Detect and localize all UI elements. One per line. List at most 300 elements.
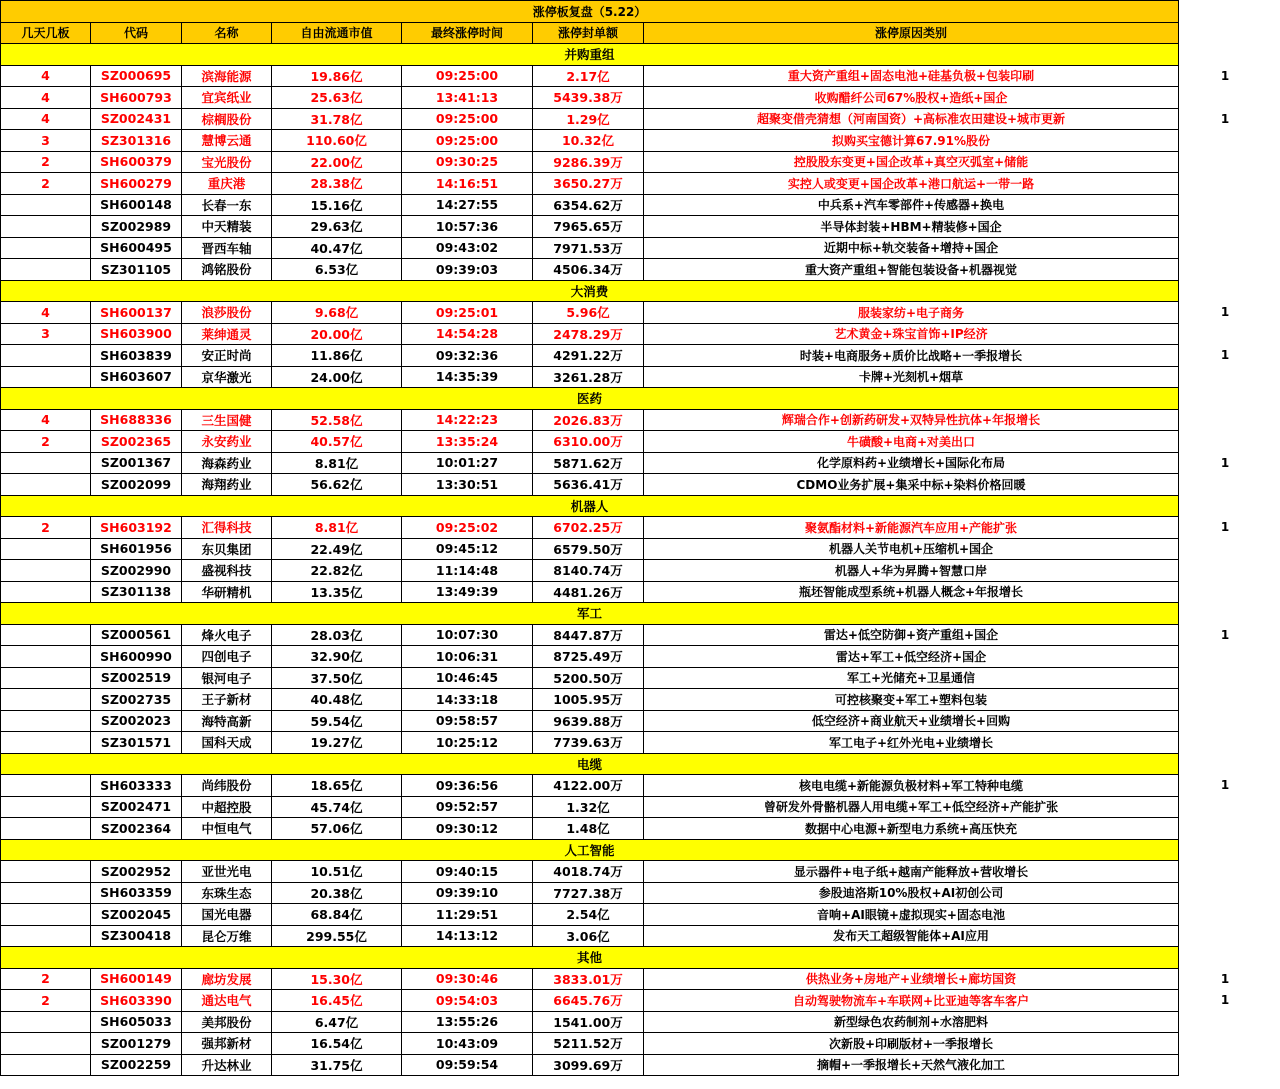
cell-code: SH600137 (91, 302, 182, 324)
cell-final-limit-time: 09:58:57 (402, 710, 533, 732)
table-row (1, 581, 1179, 603)
cell-code: SZ301138 (91, 581, 182, 603)
cell-code: SZ002519 (91, 667, 182, 689)
cell-name: 通达电气 (182, 990, 272, 1012)
section-header-row (1, 280, 1179, 302)
cell-days (1, 259, 91, 281)
cell-final-limit-time: 11:14:48 (402, 560, 533, 582)
cell-free-float-cap: 15.16亿 (272, 194, 402, 216)
header-days: 几天几板 (1, 22, 91, 44)
cell-days (1, 710, 91, 732)
cell-final-limit-time: 14:16:51 (402, 173, 533, 195)
section-title: 机器人 (1, 495, 1179, 517)
table-row (1, 796, 1179, 818)
cell-final-limit-time: 13:41:13 (402, 87, 533, 109)
row-mark: 1 (1220, 305, 1230, 320)
cell-code: SZ002045 (91, 904, 182, 926)
table-row (1, 861, 1179, 883)
cell-reason: 参股迪洛斯10%股权+AI初创公司 (644, 882, 1179, 904)
cell-reason: 发布天工超级智能体+AI应用 (644, 925, 1179, 947)
cell-seal-amount: 5.96亿 (533, 302, 644, 324)
cell-seal-amount: 3099.69万 (533, 1054, 644, 1076)
cell-final-limit-time: 09:39:10 (402, 882, 533, 904)
cell-free-float-cap: 28.03亿 (272, 624, 402, 646)
cell-seal-amount: 6702.25万 (533, 517, 644, 539)
cell-name: 华研精机 (182, 581, 272, 603)
cell-reason: 摘帽+一季报增长+天然气液化加工 (644, 1054, 1179, 1076)
table-row (1, 65, 1179, 87)
cell-name: 长春一东 (182, 194, 272, 216)
cell-free-float-cap: 6.47亿 (272, 1011, 402, 1033)
cell-code: SH600793 (91, 87, 182, 109)
cell-seal-amount: 6579.50万 (533, 538, 644, 560)
cell-reason: 军工电子+红外光电+业绩增长 (644, 732, 1179, 754)
cell-seal-amount: 1.32亿 (533, 796, 644, 818)
cell-code: SZ002990 (91, 560, 182, 582)
cell-reason: 次新股+印刷版材+一季报增长 (644, 1033, 1179, 1055)
cell-free-float-cap: 31.78亿 (272, 108, 402, 130)
table-row (1, 173, 1179, 195)
cell-final-limit-time: 14:35:39 (402, 366, 533, 388)
header-final-limit-time: 最终涨停时间 (402, 22, 533, 44)
cell-seal-amount: 3650.27万 (533, 173, 644, 195)
cell-code: SZ000695 (91, 65, 182, 87)
cell-name: 重庆港 (182, 173, 272, 195)
row-mark: 1 (1220, 68, 1230, 83)
cell-code: SH600990 (91, 646, 182, 668)
row-mark: 1 (1220, 348, 1230, 363)
cell-days (1, 1033, 91, 1055)
cell-reason: 近期中标+轨交装备+增持+国企 (644, 237, 1179, 259)
cell-seal-amount: 6354.62万 (533, 194, 644, 216)
cell-free-float-cap: 16.45亿 (272, 990, 402, 1012)
cell-days (1, 1054, 91, 1076)
cell-code: SZ002989 (91, 216, 182, 238)
cell-reason: 中兵系+汽车零部件+传感器+换电 (644, 194, 1179, 216)
row-mark: 1 (1220, 778, 1230, 793)
table-row (1, 302, 1179, 324)
cell-days (1, 452, 91, 474)
cell-code: SZ000561 (91, 624, 182, 646)
table-row (1, 925, 1179, 947)
cell-seal-amount: 5211.52万 (533, 1033, 644, 1055)
cell-name: 昆仑万维 (182, 925, 272, 947)
header-name: 名称 (182, 22, 272, 44)
cell-name: 海特高新 (182, 710, 272, 732)
cell-days (1, 581, 91, 603)
sheet-title: 涨停板复盘（5.22） (1, 1, 1179, 23)
header-row (1, 22, 1179, 44)
cell-name: 海森药业 (182, 452, 272, 474)
cell-name: 国科天成 (182, 732, 272, 754)
cell-seal-amount: 5439.38万 (533, 87, 644, 109)
table-row (1, 538, 1179, 560)
cell-reason: 军工+光储充+卫星通信 (644, 667, 1179, 689)
cell-seal-amount: 1.29亿 (533, 108, 644, 130)
cell-seal-amount: 7971.53万 (533, 237, 644, 259)
cell-seal-amount: 8140.74万 (533, 560, 644, 582)
cell-name: 四创电子 (182, 646, 272, 668)
cell-code: SZ001367 (91, 452, 182, 474)
cell-days: 2 (1, 517, 91, 539)
cell-seal-amount: 7739.63万 (533, 732, 644, 754)
table-row (1, 216, 1179, 238)
cell-code: SH603359 (91, 882, 182, 904)
table-row (1, 624, 1179, 646)
cell-name: 国光电器 (182, 904, 272, 926)
cell-free-float-cap: 18.65亿 (272, 775, 402, 797)
row-mark: 1 (1220, 971, 1230, 986)
cell-seal-amount: 4481.26万 (533, 581, 644, 603)
cell-days: 4 (1, 65, 91, 87)
cell-days: 3 (1, 130, 91, 152)
cell-final-limit-time: 09:25:01 (402, 302, 533, 324)
cell-code: SZ002099 (91, 474, 182, 496)
cell-reason: 自动驾驶物流车+车联网+比亚迪等客车客户 (644, 990, 1179, 1012)
cell-free-float-cap: 19.27亿 (272, 732, 402, 754)
header-seal-amount: 涨停封单额 (533, 22, 644, 44)
cell-free-float-cap: 68.84亿 (272, 904, 402, 926)
cell-free-float-cap: 20.38亿 (272, 882, 402, 904)
table-row (1, 345, 1179, 367)
cell-code: SZ002952 (91, 861, 182, 883)
section-header-row (1, 603, 1179, 625)
table-row (1, 818, 1179, 840)
cell-code: SH601956 (91, 538, 182, 560)
cell-final-limit-time: 14:27:55 (402, 194, 533, 216)
row-mark: 1 (1220, 627, 1230, 642)
cell-free-float-cap: 28.38亿 (272, 173, 402, 195)
cell-name: 亚世光电 (182, 861, 272, 883)
cell-reason: 雷达+军工+低空经济+国企 (644, 646, 1179, 668)
cell-days: 2 (1, 968, 91, 990)
cell-code: SZ301571 (91, 732, 182, 754)
cell-days: 2 (1, 431, 91, 453)
cell-reason: 显示器件+电子纸+越南产能释放+营收增长 (644, 861, 1179, 883)
cell-final-limit-time: 14:13:12 (402, 925, 533, 947)
cell-name: 汇得科技 (182, 517, 272, 539)
cell-final-limit-time: 10:25:12 (402, 732, 533, 754)
cell-final-limit-time: 11:29:51 (402, 904, 533, 926)
cell-days: 2 (1, 173, 91, 195)
cell-reason: 收购醋纤公司67%股权+造纸+国企 (644, 87, 1179, 109)
cell-name: 中超控股 (182, 796, 272, 818)
cell-code: SZ002735 (91, 689, 182, 711)
cell-days (1, 818, 91, 840)
cell-days (1, 1011, 91, 1033)
cell-days (1, 345, 91, 367)
cell-code: SH603192 (91, 517, 182, 539)
cell-days (1, 861, 91, 883)
cell-name: 烽火电子 (182, 624, 272, 646)
cell-free-float-cap: 22.49亿 (272, 538, 402, 560)
cell-seal-amount: 6310.00万 (533, 431, 644, 453)
cell-code: SZ301316 (91, 130, 182, 152)
cell-name: 王子新材 (182, 689, 272, 711)
cell-days: 4 (1, 87, 91, 109)
cell-reason: 半导体封装+HBM+精装修+国企 (644, 216, 1179, 238)
cell-free-float-cap: 24.00亿 (272, 366, 402, 388)
header-reason: 涨停原因类别 (644, 22, 1179, 44)
cell-seal-amount: 2026.83万 (533, 409, 644, 431)
cell-final-limit-time: 14:22:23 (402, 409, 533, 431)
table-row (1, 667, 1179, 689)
cell-name: 永安药业 (182, 431, 272, 453)
cell-seal-amount: 4291.22万 (533, 345, 644, 367)
cell-free-float-cap: 52.58亿 (272, 409, 402, 431)
table-row (1, 431, 1179, 453)
cell-name: 滨海能源 (182, 65, 272, 87)
cell-name: 宝光股份 (182, 151, 272, 173)
cell-final-limit-time: 10:57:36 (402, 216, 533, 238)
cell-reason: 曾研发外骨骼机器人用电缆+军工+低空经济+产能扩张 (644, 796, 1179, 818)
table-row (1, 130, 1179, 152)
section-title: 人工智能 (1, 839, 1179, 861)
cell-name: 盛视科技 (182, 560, 272, 582)
cell-code: SH688336 (91, 409, 182, 431)
cell-name: 东珠生态 (182, 882, 272, 904)
cell-final-limit-time: 09:52:57 (402, 796, 533, 818)
cell-days (1, 689, 91, 711)
cell-final-limit-time: 10:01:27 (402, 452, 533, 474)
cell-seal-amount: 3833.01万 (533, 968, 644, 990)
cell-free-float-cap: 22.82亿 (272, 560, 402, 582)
table-row (1, 323, 1179, 345)
cell-reason: 机器人关节电机+压缩机+国企 (644, 538, 1179, 560)
table-row (1, 1011, 1179, 1033)
cell-final-limit-time: 14:33:18 (402, 689, 533, 711)
cell-seal-amount: 4122.00万 (533, 775, 644, 797)
cell-name: 京华激光 (182, 366, 272, 388)
section-title: 大消费 (1, 280, 1179, 302)
cell-code: SZ002364 (91, 818, 182, 840)
cell-final-limit-time: 09:43:02 (402, 237, 533, 259)
cell-reason: 艺术黄金+珠宝首饰+IP经济 (644, 323, 1179, 345)
section-header-row (1, 388, 1179, 410)
table-row (1, 366, 1179, 388)
cell-reason: 低空经济+商业航天+业绩增长+回购 (644, 710, 1179, 732)
cell-days (1, 474, 91, 496)
cell-name: 晋西车轴 (182, 237, 272, 259)
table-row (1, 194, 1179, 216)
cell-days: 4 (1, 409, 91, 431)
table-row (1, 968, 1179, 990)
cell-reason: 超聚变借壳猜想（河南国资）+高标准农田建设+城市更新 (644, 108, 1179, 130)
cell-code: SH600279 (91, 173, 182, 195)
cell-name: 宜宾纸业 (182, 87, 272, 109)
cell-days (1, 775, 91, 797)
cell-free-float-cap: 37.50亿 (272, 667, 402, 689)
cell-free-float-cap: 8.81亿 (272, 452, 402, 474)
cell-free-float-cap: 10.51亿 (272, 861, 402, 883)
cell-final-limit-time: 09:25:02 (402, 517, 533, 539)
cell-seal-amount: 4506.34万 (533, 259, 644, 281)
cell-free-float-cap: 29.63亿 (272, 216, 402, 238)
row-mark: 1 (1220, 993, 1230, 1008)
table-row (1, 689, 1179, 711)
cell-days (1, 624, 91, 646)
cell-name: 鸿铭股份 (182, 259, 272, 281)
row-mark: 1 (1220, 455, 1230, 470)
cell-seal-amount: 9639.88万 (533, 710, 644, 732)
cell-reason: 化学原料药+业绩增长+国际化布局 (644, 452, 1179, 474)
cell-days (1, 366, 91, 388)
cell-code: SZ002431 (91, 108, 182, 130)
cell-free-float-cap: 31.75亿 (272, 1054, 402, 1076)
cell-reason: 数据中心电源+新型电力系统+高压快充 (644, 818, 1179, 840)
cell-free-float-cap: 40.57亿 (272, 431, 402, 453)
cell-seal-amount: 5636.41万 (533, 474, 644, 496)
cell-code: SZ002365 (91, 431, 182, 453)
cell-name: 中天精装 (182, 216, 272, 238)
section-header-row (1, 753, 1179, 775)
cell-reason: 辉瑞合作+创新药研发+双特异性抗体+年报增长 (644, 409, 1179, 431)
cell-days (1, 538, 91, 560)
cell-code: SH600379 (91, 151, 182, 173)
section-header-row (1, 44, 1179, 66)
cell-seal-amount: 8447.87万 (533, 624, 644, 646)
table-row (1, 710, 1179, 732)
header-code: 代码 (91, 22, 182, 44)
cell-name: 银河电子 (182, 667, 272, 689)
cell-code: SH603333 (91, 775, 182, 797)
cell-code: SZ002259 (91, 1054, 182, 1076)
table-row (1, 646, 1179, 668)
cell-free-float-cap: 22.00亿 (272, 151, 402, 173)
cell-reason: CDMO业务扩展+集采中标+染料价格回暖 (644, 474, 1179, 496)
section-header-row (1, 839, 1179, 861)
cell-seal-amount: 8725.49万 (533, 646, 644, 668)
section-title: 军工 (1, 603, 1179, 625)
cell-reason: 实控人或变更+国企改革+港口航运+一带一路 (644, 173, 1179, 195)
cell-reason: 机器人+华为昇腾+智慧口岸 (644, 560, 1179, 582)
cell-free-float-cap: 16.54亿 (272, 1033, 402, 1055)
table-row (1, 517, 1179, 539)
table-row (1, 904, 1179, 926)
table-row (1, 474, 1179, 496)
cell-reason: 时装+电商服务+质价比战略+一季报增长 (644, 345, 1179, 367)
cell-free-float-cap: 45.74亿 (272, 796, 402, 818)
cell-seal-amount: 4018.74万 (533, 861, 644, 883)
section-header-row (1, 947, 1179, 969)
cell-code: SH600148 (91, 194, 182, 216)
cell-final-limit-time: 10:07:30 (402, 624, 533, 646)
cell-days (1, 732, 91, 754)
cell-final-limit-time: 09:40:15 (402, 861, 533, 883)
cell-final-limit-time: 13:30:51 (402, 474, 533, 496)
row-mark: 1 (1220, 111, 1230, 126)
cell-seal-amount: 6645.76万 (533, 990, 644, 1012)
cell-reason: 拟购买宝德计算67.91%股份 (644, 130, 1179, 152)
cell-seal-amount: 3.06亿 (533, 925, 644, 947)
table-row (1, 87, 1179, 109)
cell-seal-amount: 1.48亿 (533, 818, 644, 840)
table-row (1, 732, 1179, 754)
cell-seal-amount: 5871.62万 (533, 452, 644, 474)
table-row (1, 560, 1179, 582)
cell-final-limit-time: 09:30:25 (402, 151, 533, 173)
cell-free-float-cap: 299.55亿 (272, 925, 402, 947)
section-title: 医药 (1, 388, 1179, 410)
cell-name: 升达林业 (182, 1054, 272, 1076)
cell-reason: 瓶坯智能成型系统+机器人概念+年报增长 (644, 581, 1179, 603)
cell-final-limit-time: 09:30:12 (402, 818, 533, 840)
cell-days (1, 216, 91, 238)
cell-reason: 重大资产重组+固态电池+硅基负极+包装印刷 (644, 65, 1179, 87)
cell-final-limit-time: 13:55:26 (402, 1011, 533, 1033)
cell-name: 尚纬股份 (182, 775, 272, 797)
cell-free-float-cap: 6.53亿 (272, 259, 402, 281)
cell-code: SH603390 (91, 990, 182, 1012)
cell-reason: 卡牌+光刻机+烟草 (644, 366, 1179, 388)
table-row (1, 151, 1179, 173)
cell-final-limit-time: 14:54:28 (402, 323, 533, 345)
table-row (1, 237, 1179, 259)
cell-reason: 重大资产重组+智能包装设备+机器视觉 (644, 259, 1179, 281)
cell-seal-amount: 9286.39万 (533, 151, 644, 173)
cell-final-limit-time: 09:54:03 (402, 990, 533, 1012)
cell-reason: 服装家纺+电子商务 (644, 302, 1179, 324)
cell-code: SZ002471 (91, 796, 182, 818)
cell-days (1, 882, 91, 904)
cell-free-float-cap: 40.48亿 (272, 689, 402, 711)
cell-name: 浪莎股份 (182, 302, 272, 324)
cell-free-float-cap: 13.35亿 (272, 581, 402, 603)
table-row (1, 775, 1179, 797)
cell-free-float-cap: 57.06亿 (272, 818, 402, 840)
cell-code: SH603839 (91, 345, 182, 367)
cell-code: SH603900 (91, 323, 182, 345)
cell-days: 4 (1, 302, 91, 324)
table-row (1, 882, 1179, 904)
cell-days: 2 (1, 151, 91, 173)
table-row (1, 1033, 1179, 1055)
cell-final-limit-time: 09:39:03 (402, 259, 533, 281)
cell-reason: 雷达+低空防御+资产重组+国企 (644, 624, 1179, 646)
table-row (1, 990, 1179, 1012)
cell-reason: 控股股东变更+国企改革+真空灭弧室+储能 (644, 151, 1179, 173)
cell-code: SH603607 (91, 366, 182, 388)
section-title: 其他 (1, 947, 1179, 969)
cell-days (1, 667, 91, 689)
cell-days (1, 904, 91, 926)
cell-final-limit-time: 09:25:00 (402, 108, 533, 130)
cell-free-float-cap: 19.86亿 (272, 65, 402, 87)
cell-seal-amount: 2.54亿 (533, 904, 644, 926)
cell-free-float-cap: 56.62亿 (272, 474, 402, 496)
cell-reason: 核电电缆+新能源负极材料+军工特种电缆 (644, 775, 1179, 797)
cell-days (1, 237, 91, 259)
cell-code: SH600149 (91, 968, 182, 990)
cell-code: SZ301105 (91, 259, 182, 281)
cell-name: 三生国健 (182, 409, 272, 431)
cell-name: 安正时尚 (182, 345, 272, 367)
cell-name: 海翔药业 (182, 474, 272, 496)
cell-free-float-cap: 8.81亿 (272, 517, 402, 539)
cell-seal-amount: 5200.50万 (533, 667, 644, 689)
cell-final-limit-time: 10:46:45 (402, 667, 533, 689)
cell-name: 慧博云通 (182, 130, 272, 152)
cell-name: 棕榈股份 (182, 108, 272, 130)
cell-final-limit-time: 10:43:09 (402, 1033, 533, 1055)
cell-days: 3 (1, 323, 91, 345)
cell-seal-amount: 1541.00万 (533, 1011, 644, 1033)
section-title: 电缆 (1, 753, 1179, 775)
cell-seal-amount: 2.17亿 (533, 65, 644, 87)
cell-code: SH605033 (91, 1011, 182, 1033)
cell-days: 2 (1, 990, 91, 1012)
cell-reason: 可控核聚变+军工+塑料包装 (644, 689, 1179, 711)
